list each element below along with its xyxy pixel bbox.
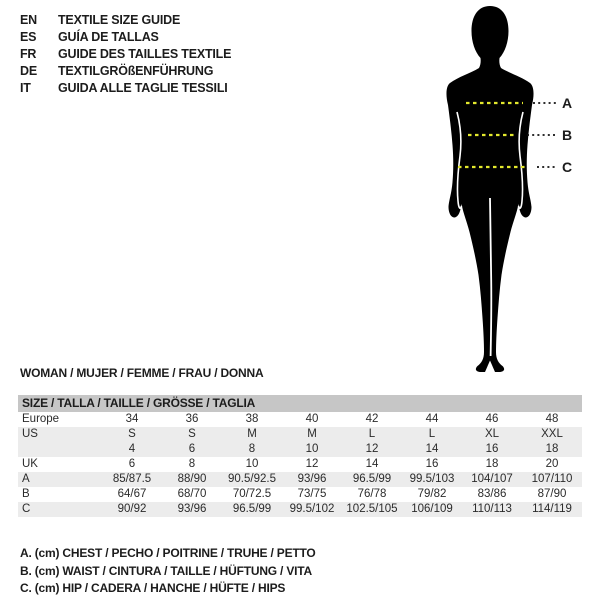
measurement-notes xyxy=(20,545,316,598)
marker-label-hips: C xyxy=(562,159,573,175)
size-cell: 6 xyxy=(188,443,196,455)
size-cell: 106/109 xyxy=(411,503,453,515)
lang-code: IT xyxy=(20,81,31,95)
size-cell: 110/113 xyxy=(472,503,512,515)
size-cell: 8 xyxy=(248,443,256,455)
size-cell: 16 xyxy=(485,443,499,455)
woman-silhouette-icon xyxy=(410,0,595,382)
size-table xyxy=(18,395,582,517)
size-cell: 104/107 xyxy=(471,473,513,485)
note-hip: C. (cm) HIP / CADERA / HANCHE / HÜFTE / HIPS xyxy=(20,581,286,595)
marker-label-chest: A xyxy=(562,95,573,111)
size-cell: 83/86 xyxy=(477,488,507,500)
size-cell: 96.5/99 xyxy=(232,503,272,515)
table-row-us-numeric xyxy=(18,442,582,457)
size-cell: 34 xyxy=(125,413,139,425)
lang-code: EN xyxy=(20,13,37,27)
size-cell: 46 xyxy=(485,413,499,425)
row-label: UK xyxy=(22,458,38,470)
size-cell: M xyxy=(247,428,257,440)
lang-row-fr xyxy=(20,46,231,63)
size-cell: 96.5/99 xyxy=(352,473,392,485)
size-cell: 79/82 xyxy=(417,488,447,500)
size-cell: 88/90 xyxy=(177,473,207,485)
measurement-figure xyxy=(410,0,595,382)
lang-code: ES xyxy=(20,30,37,44)
size-cell: 90.5/92.5 xyxy=(228,473,276,485)
size-cell: 102.5/105 xyxy=(346,503,398,515)
size-cell: 10 xyxy=(245,458,259,470)
table-row-europe xyxy=(18,412,582,427)
lang-row-it xyxy=(20,80,231,97)
row-label: B xyxy=(22,488,30,500)
size-cell: 93/96 xyxy=(297,473,327,485)
size-cell: 68/70 xyxy=(177,488,207,500)
table-row-chest xyxy=(18,472,582,487)
lang-title: TEXTILE SIZE GUIDE xyxy=(58,13,181,27)
size-cell: 36 xyxy=(185,413,199,425)
size-cell: 99.5/102 xyxy=(289,503,335,515)
size-cell: 12 xyxy=(365,443,379,455)
lang-row-es xyxy=(20,29,231,46)
size-cell: L xyxy=(368,428,376,440)
lang-title: GUÍA DE TALLAS xyxy=(58,30,159,44)
lang-title: GUIDA ALLE TAGLIE TESSILI xyxy=(58,81,228,95)
lang-title: TEXTILGRÖßENFÜHRUNG xyxy=(58,64,214,78)
row-label: A xyxy=(22,473,30,485)
size-cell: 90/92 xyxy=(117,503,147,515)
size-cell: 38 xyxy=(245,413,259,425)
row-label xyxy=(18,442,102,457)
size-cell: 42 xyxy=(365,413,379,425)
size-cell: 12 xyxy=(305,458,319,470)
size-cell: 114/119 xyxy=(532,503,572,515)
row-label: C xyxy=(22,503,31,515)
size-cell: S xyxy=(128,428,136,440)
size-cell: 18 xyxy=(485,458,499,470)
size-cell: 48 xyxy=(545,413,559,425)
size-cell: 8 xyxy=(188,458,196,470)
size-cell: 14 xyxy=(425,443,439,455)
size-cell: 107/110 xyxy=(531,473,573,485)
row-label: US xyxy=(22,428,38,440)
size-cell: 93/96 xyxy=(177,503,207,515)
lang-row-de xyxy=(20,63,231,80)
size-cell: 85/87.5 xyxy=(112,473,152,485)
size-cell: 64/67 xyxy=(117,488,147,500)
size-cell: 40 xyxy=(305,413,319,425)
row-label: Europe xyxy=(22,413,60,425)
table-row-hip xyxy=(18,502,582,517)
size-cell: 44 xyxy=(425,413,439,425)
lang-row-en xyxy=(20,12,231,29)
note-chest: A. (cm) CHEST / PECHO / POITRINE / TRUHE / PETTO xyxy=(20,546,316,560)
size-cell: 99.5/103 xyxy=(409,473,455,485)
size-cell: 14 xyxy=(365,458,379,470)
size-cell: 20 xyxy=(545,458,559,470)
size-cell: XL xyxy=(484,428,500,440)
table-row-us xyxy=(18,427,582,442)
table-header: SIZE / TALLA / TAILLE / GRÖSSE / TAGLIA xyxy=(18,395,582,412)
size-cell: 16 xyxy=(425,458,439,470)
size-cell: S xyxy=(188,428,196,440)
size-cell: 87/90 xyxy=(537,488,567,500)
table-row-uk xyxy=(18,457,582,472)
size-cell: M xyxy=(307,428,317,440)
marker-label-waist: B xyxy=(562,127,573,143)
size-cell: 4 xyxy=(128,443,136,455)
language-title-block xyxy=(20,12,231,97)
note-waist: B. (cm) WAIST / CINTURA / TAILLE / HÜFTUNG / VITA xyxy=(20,563,312,578)
lang-title: GUIDE DES TAILLES TEXTILE xyxy=(58,47,232,61)
size-cell: XXL xyxy=(541,428,563,440)
size-cell: 70/72.5 xyxy=(232,488,272,500)
size-cell: L xyxy=(428,428,436,440)
size-cell: 73/75 xyxy=(297,488,327,500)
size-cell: 18 xyxy=(545,443,559,455)
lang-code: FR xyxy=(20,47,37,61)
size-cell: 6 xyxy=(128,458,136,470)
table-row-waist xyxy=(18,487,582,502)
size-cell: 10 xyxy=(305,443,319,455)
size-cell: 76/78 xyxy=(357,488,387,500)
section-title: WOMAN / MUJER / FEMME / FRAU / DONNA xyxy=(20,366,264,380)
lang-code: DE xyxy=(20,64,37,78)
